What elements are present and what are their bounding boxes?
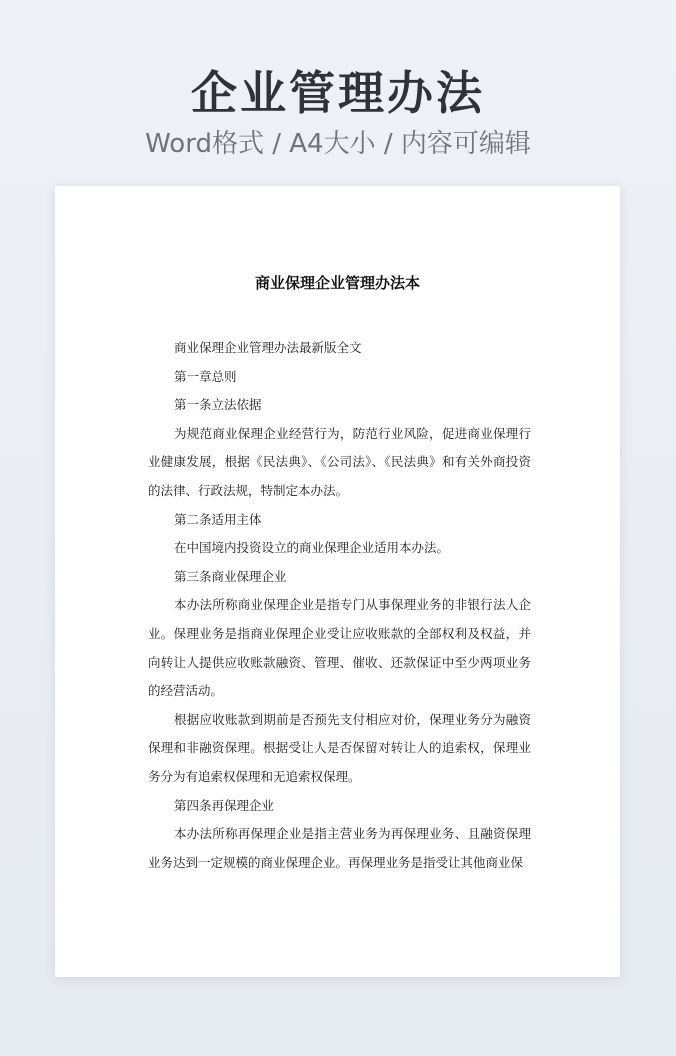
paragraph: 本办法所称商业保理企业是指专门从事保理业务的非银行法人企业。保理业务是指商业保理企业受让应收账款的全部权利及权益，并向转让人提供应收账款融资、管理、催收、还款保证中至少两项业务的经营活动。 — [148, 597, 531, 699]
promo-header — [0, 62, 676, 162]
sub-title: Word格式 / A4大小 / 内容可编辑 — [145, 129, 531, 159]
document-title: 商业保理企业管理办法本 — [254, 274, 420, 292]
paragraph: 第一章总则 — [174, 368, 237, 384]
main-title: 企业管理办法 — [191, 66, 485, 120]
paragraph: 第一条立法依据 — [174, 397, 262, 413]
paragraph: 第三条商业保理企业 — [174, 568, 287, 584]
document-page — [55, 186, 620, 977]
paragraph: 本办法所称再保理企业是指主营业务为再保理业务、且融资保理业务达到一定规模的商业保理企业。再保理业务是指受让其他商业保 — [148, 826, 531, 870]
paragraph: 在中国境内投资设立的商业保理企业适用本办法。 — [174, 540, 450, 556]
paragraph: 商业保理企业管理办法最新版全文 — [174, 340, 362, 355]
paragraph: 为规范商业保理企业经营行为，防范行业风险，促进商业保理行业健康发展，根据《民法典》、《公司法》、《民法典》和有关外商投资的法律、行政法规，特制定本办法。 — [148, 425, 531, 498]
paragraph: 根据应收账款到期前是否预先支付相应对价，保理业务分为融资保理和非融资保理。根据受让人是否保留对转让人的追索权，保理业务分为有追索权保理和无追索权保理。 — [148, 711, 531, 784]
paragraph: 第二条适用主体 — [174, 511, 262, 527]
document-body — [148, 334, 531, 877]
paragraph: 第四条再保理企业 — [174, 797, 275, 813]
